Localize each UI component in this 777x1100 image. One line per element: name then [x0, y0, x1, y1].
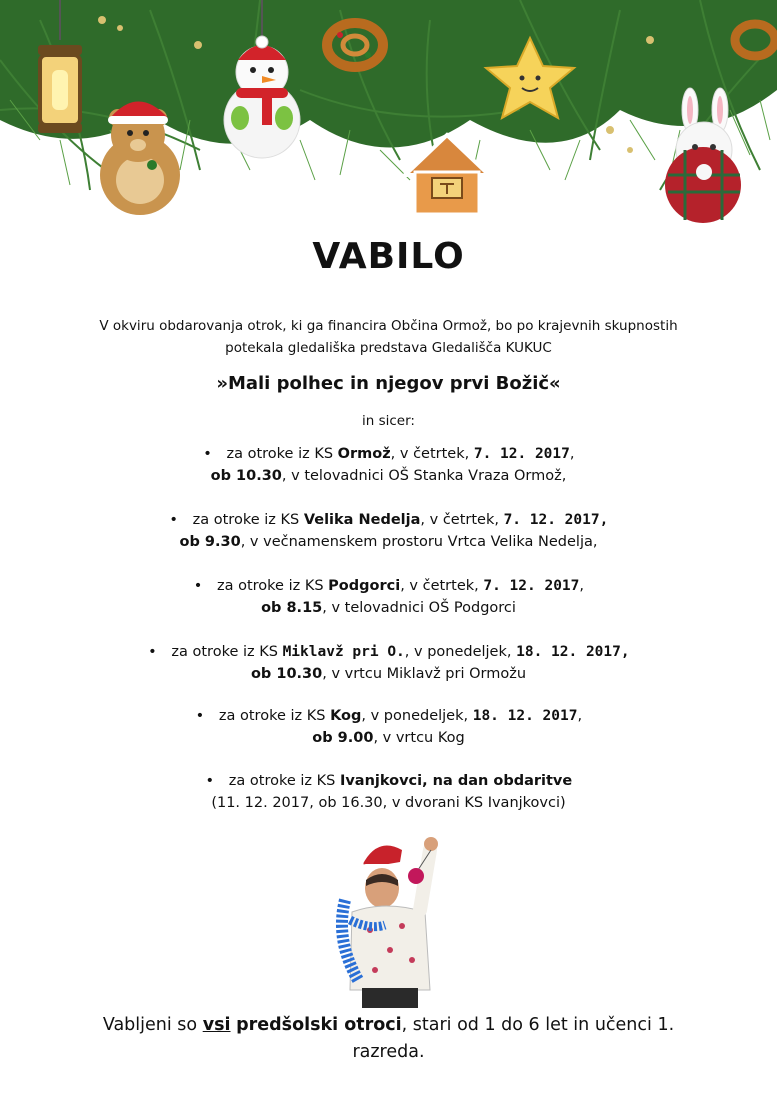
event-location: , v telovadnici OŠ Stanka Vraza Ormož, [281, 468, 567, 484]
event-ivanjkovci-line-2: (11. 12. 2017, ob 16.30, v dvorani KS Ivanjkovci) [211, 795, 566, 811]
performer-photo [330, 830, 450, 1008]
event-kog-line-1 [0, 708, 777, 724]
event-date-end: , [579, 578, 584, 594]
event-velika-nedelja-line-2 [0, 534, 777, 550]
event-day: , v četrtek, [400, 578, 484, 594]
event-date: 7. 12. 2017 [483, 578, 580, 594]
event-ks: Miklavž pri O. [282, 644, 405, 660]
event-date: 7. 12. 2017 [473, 446, 570, 462]
event-velika-nedelja-line-1 [0, 512, 777, 528]
footer-part1: Vabljeni so [102, 1015, 203, 1035]
bullet-icon: • [148, 644, 157, 660]
page-title: VABILO [312, 236, 465, 277]
christmas-garland-banner [0, 0, 777, 225]
event-time-prefix: ob [312, 730, 338, 746]
event-time: 9.30 [204, 534, 241, 550]
event-location: , v večnamenskem prostoru Vrtca Velika Nedelja, [240, 534, 598, 550]
event-ks: Ivanjkovci [339, 773, 423, 789]
intro-line-2: potekala gledališka predstava Gledališča KUKUC [225, 340, 552, 356]
event-ks: Kog [330, 708, 362, 724]
event-prefix: za otroke iz KS [228, 773, 340, 789]
event-ivanjkovci-line-1 [0, 773, 777, 789]
event-location: , v vrtcu Kog [373, 730, 465, 746]
event-day: , v četrtek, [390, 446, 474, 462]
event-ks: Podgorci [328, 578, 401, 594]
event-ks: Velika Nedelja [303, 512, 421, 528]
event-kog-line-2 [0, 730, 777, 746]
event-prefix: za otroke iz KS [216, 578, 329, 594]
event-prefix: za otroke iz KS [226, 446, 338, 462]
event-day: , v ponedeljek, [404, 644, 517, 660]
event-ormoz-line-1 [0, 446, 777, 462]
event-time: 9.00 [337, 730, 374, 746]
event-day: , v četrtek, [420, 512, 504, 528]
event-podgorci-line-1 [0, 578, 777, 594]
event-time-prefix: ob [261, 600, 287, 616]
in-sicer-text: in sicer: [362, 413, 415, 429]
event-podgorci-line-2 [0, 600, 777, 616]
footer-vsi: vsi [202, 1015, 231, 1035]
event-ormoz-line-2 [0, 468, 777, 484]
gingerbread-house-ornament [405, 135, 489, 214]
event-time-prefix: ob [179, 534, 205, 550]
event-date: 7. 12. 2017, [503, 512, 609, 528]
bullet-icon: • [205, 773, 215, 789]
event-date-end: , [569, 446, 575, 462]
event-time: 8.15 [286, 600, 323, 616]
event-date: 18. 12. 2017 [472, 708, 578, 724]
event-time-prefix: ob [210, 468, 237, 484]
event-time-prefix: ob [250, 666, 277, 682]
event-date-end: , [577, 708, 583, 724]
event-time: 10.30 [276, 666, 323, 682]
event-location: , v vrtcu Miklavž pri Ormožu [322, 666, 527, 682]
event-miklavz-line-1 [0, 644, 777, 660]
event-time: 10.30 [236, 468, 282, 484]
event-suffix: , na dan obdaritve [422, 773, 573, 789]
play-title: »Mali polhec in njegov prvi Božič« [216, 373, 561, 394]
event-prefix: za otroke iz KS [218, 708, 331, 724]
bullet-icon: • [195, 708, 205, 724]
footer-predsolski: predšolski otroci [236, 1015, 402, 1035]
event-prefix: za otroke iz KS [171, 644, 283, 660]
event-date: 18. 12. 2017, [516, 644, 630, 660]
event-prefix: za otroke iz KS [192, 512, 304, 528]
event-ks: Ormož [337, 446, 391, 462]
bullet-icon: • [169, 512, 178, 528]
event-miklavz-line-2 [0, 666, 777, 682]
event-day: , v ponedeljek, [361, 708, 473, 724]
footer-line-2: razreda. [352, 1042, 425, 1062]
intro-line-1: V okviru obdarovanja otrok, ki ga financira Občina Ormož, bo po krajevnih skupnostih [99, 318, 678, 334]
footer-part2: , stari od 1 do 6 let in učenci 1. [401, 1015, 675, 1035]
bullet-icon: • [193, 578, 203, 594]
event-location: , v telovadnici OŠ Podgorci [322, 600, 516, 616]
bullet-icon: • [203, 446, 212, 462]
footer-line-1 [0, 1015, 777, 1035]
